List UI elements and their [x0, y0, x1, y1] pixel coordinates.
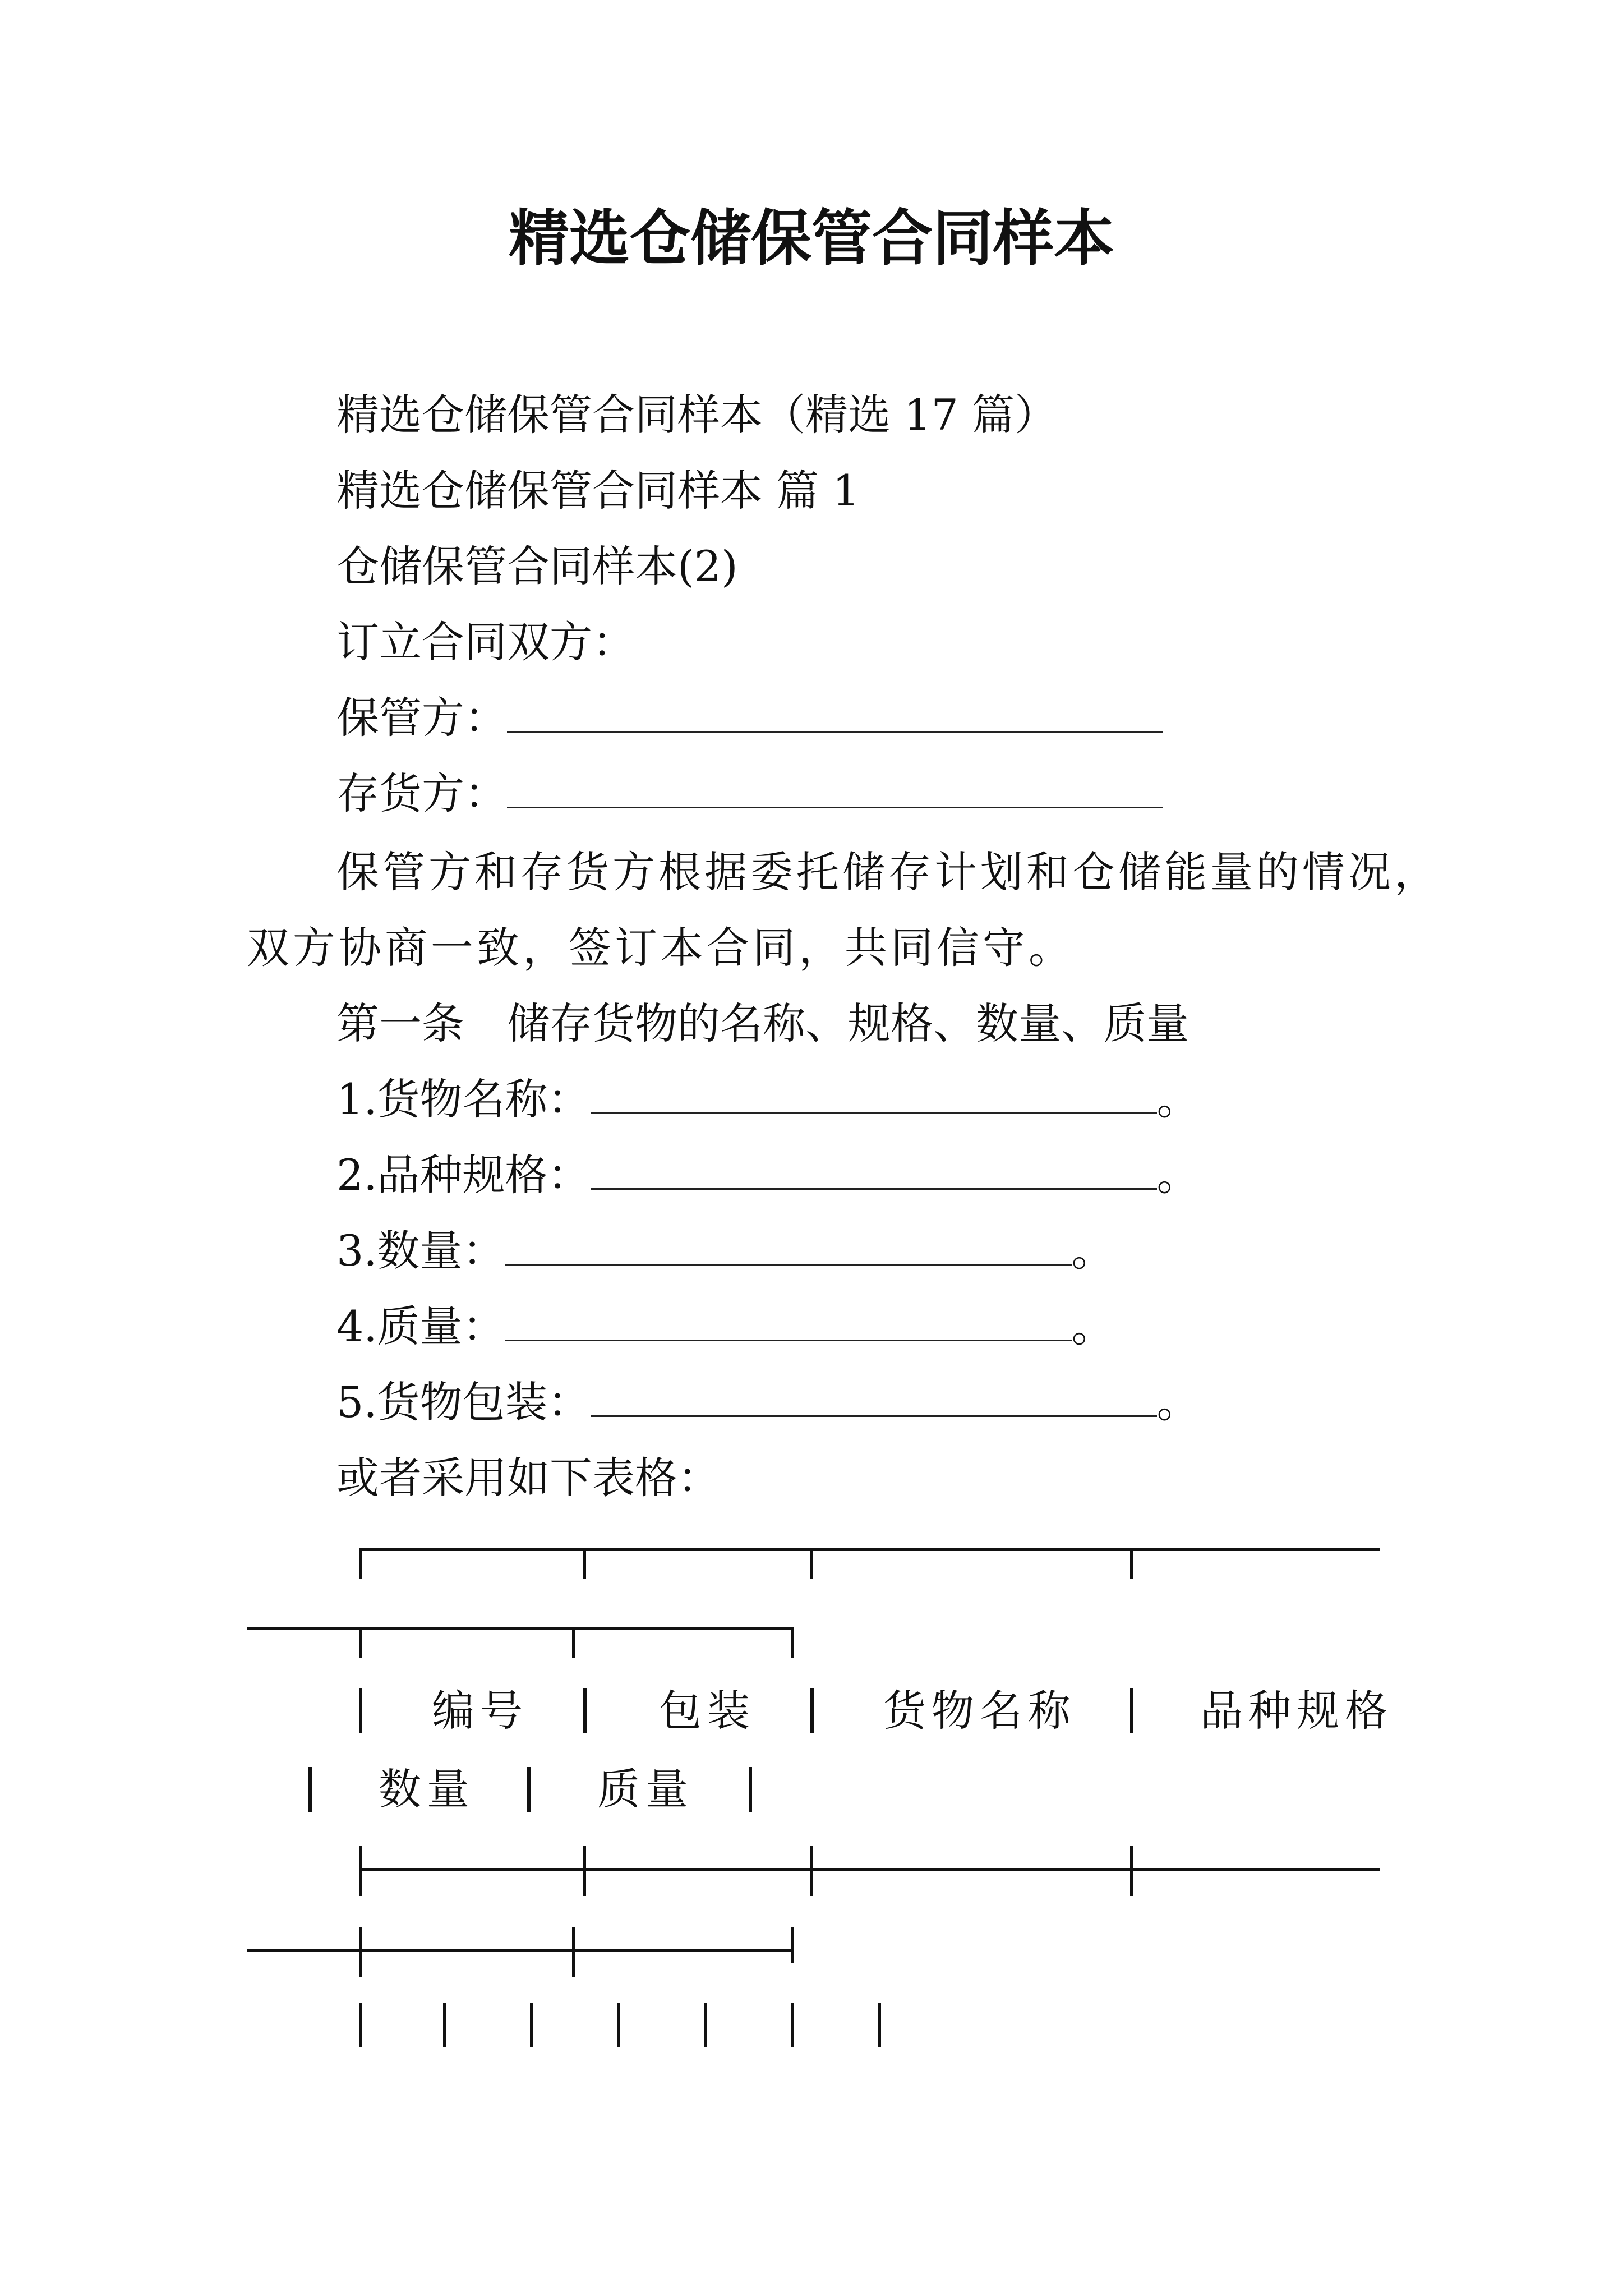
table-header-number: 编号 [432, 1686, 528, 1736]
subtitle-line: 精选仓储保管合同样本（精选 17 篇） [336, 390, 1058, 440]
item-goods-name [336, 1071, 1200, 1128]
table-cross [810, 1846, 813, 1896]
keeper-label: 保管方： [336, 693, 507, 743]
table-cell-divider [359, 1688, 362, 1733]
keeper-blank[interactable] [507, 694, 1163, 733]
item-end: 。 [1071, 1226, 1114, 1276]
table-cross [583, 1846, 586, 1896]
item-label: 5.货物包装： [336, 1377, 591, 1427]
depositor-line [336, 766, 1163, 822]
table-cell-divider [308, 1767, 312, 1812]
table-cell-divider [704, 2003, 707, 2047]
table-tee [1130, 1548, 1133, 1579]
article-1-heading: 第一条 储存货物的名称、规格、数量、质量 [336, 999, 1189, 1048]
table-corner [359, 1548, 362, 1579]
item-end: 。 [1156, 1377, 1200, 1427]
table-header-quantity: 数量 [379, 1764, 475, 1814]
table-cell-divider [810, 1688, 814, 1733]
depositor-blank[interactable] [507, 770, 1163, 808]
item-label: 4.质量： [336, 1301, 505, 1351]
table-header-quality: 质量 [597, 1764, 694, 1814]
table-cross [359, 1927, 362, 1977]
table-corner [791, 1627, 794, 1658]
table-tee [572, 1627, 575, 1658]
table-cross [1130, 1846, 1133, 1896]
item-label: 3.数量： [336, 1226, 505, 1276]
table-cell-divider [443, 2003, 446, 2047]
table-cell-divider [749, 1767, 752, 1812]
item-packaging [336, 1374, 1200, 1430]
item-end: 。 [1156, 1150, 1200, 1200]
table-top-rule-wrap [247, 1627, 794, 1630]
keeper-line [336, 690, 1163, 746]
table-cross [359, 1846, 362, 1896]
table-cell-divider [617, 2003, 620, 2047]
table-cross [572, 1927, 575, 1977]
item-end: 。 [1071, 1301, 1114, 1351]
table-tee [583, 1548, 586, 1579]
table-cell-divider [527, 1767, 531, 1812]
intro-line-2: 双方协商一致，签订本合同，共同信守。 [247, 923, 1075, 973]
item-label: 1.货物名称： [336, 1074, 591, 1124]
table-cell-divider [1130, 1688, 1133, 1733]
table-cell-divider [530, 2003, 533, 2047]
item-label: 2.品种规格： [336, 1150, 591, 1200]
parties-heading: 订立合同双方： [336, 617, 635, 667]
table-cell-divider [791, 2003, 794, 2047]
document-title: 精选仓储保管合同样本 [508, 203, 1114, 274]
table-mid-rule-wrap [247, 1949, 794, 1952]
table-intro: 或者采用如下表格： [336, 1453, 720, 1503]
packaging-blank[interactable] [591, 1378, 1157, 1417]
table-header-package: 包装 [659, 1686, 755, 1736]
table-cell-divider [583, 1688, 587, 1733]
table-end [791, 1927, 794, 1963]
table-header-spec: 品种规格 [1200, 1686, 1393, 1736]
table-mid-rule [359, 1868, 1380, 1871]
item-quantity [336, 1223, 1114, 1279]
table-cell-divider [878, 2003, 881, 2047]
depositor-label: 存货方： [336, 769, 507, 818]
quality-blank[interactable] [505, 1303, 1072, 1341]
table-tee [810, 1548, 813, 1579]
goods-name-blank[interactable] [591, 1075, 1157, 1114]
table-top-rule [359, 1548, 1380, 1551]
item-end: 。 [1156, 1074, 1200, 1124]
spec-blank[interactable] [591, 1151, 1157, 1190]
table-cell-divider [359, 2003, 362, 2047]
contract-name: 仓储保管合同样本(2) [336, 541, 738, 591]
item-quality [336, 1299, 1114, 1355]
item-spec [336, 1147, 1200, 1203]
intro-line-1: 保管方和存货方根据委托储存计划和仓储能量的情况， [336, 847, 1440, 897]
table-header-goods-name: 货物名称 [883, 1686, 1076, 1736]
section-heading: 精选仓储保管合同样本 篇 1 [336, 466, 860, 516]
table-tee [359, 1627, 362, 1658]
quantity-blank[interactable] [505, 1227, 1072, 1266]
